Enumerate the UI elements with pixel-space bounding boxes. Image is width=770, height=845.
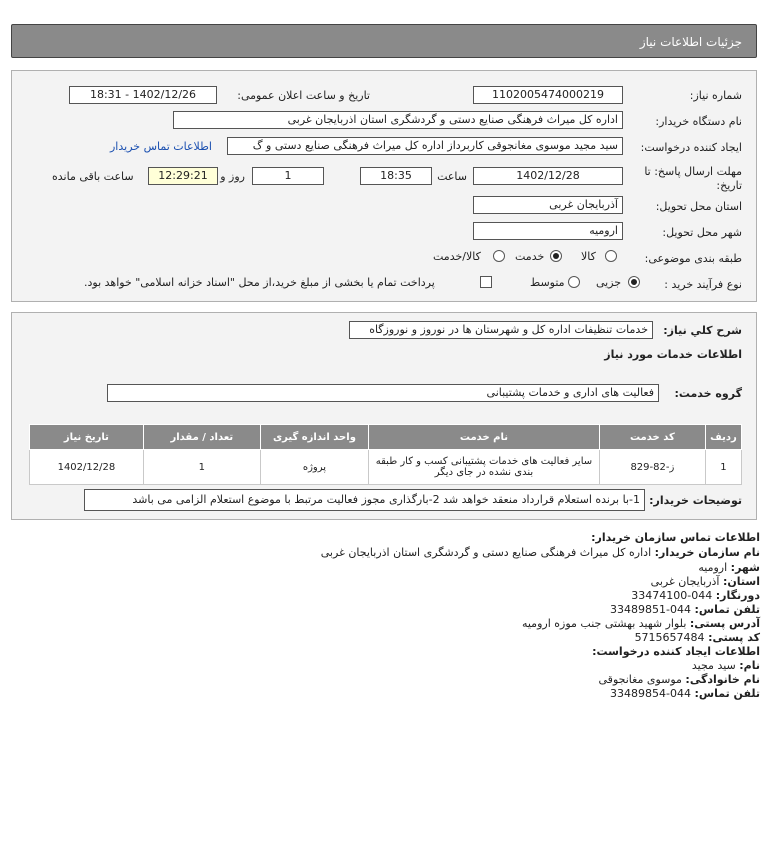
cell-row: 1 <box>705 450 741 485</box>
city-label: شهر محل تحویل: <box>662 226 742 239</box>
contact-address: آدرس پستی: بلوار شهید بهشتی جنب موزه ارومیه <box>521 617 760 630</box>
process-radio-medium[interactable] <box>568 276 580 288</box>
category-option-service: خدمت <box>515 250 545 263</box>
announce-label: تاریخ و ساعت اعلان عمومی: <box>237 89 370 102</box>
deadline-time-label: ساعت <box>437 170 467 183</box>
table-row[interactable] <box>30 450 742 485</box>
process-option-medium: متوسط <box>530 276 565 289</box>
col-quantity: تعداد / مقدار <box>143 425 260 450</box>
city-field[interactable]: ارومیه <box>473 222 623 240</box>
need-details-panel <box>11 70 757 302</box>
services-table <box>29 424 742 485</box>
cell-quantity: 1 <box>143 450 260 485</box>
col-row: ردیف <box>705 425 741 450</box>
group-field[interactable]: فعالیت های اداری و خدمات پشتیبانی <box>107 384 659 402</box>
days-field[interactable]: 1 <box>252 167 324 185</box>
summary-field[interactable]: خدمات تنظیفات اداره کل و شهرستان ها در نوروز و نوروزگاه <box>349 321 653 339</box>
contact-province: استان: آذربایجان غربی <box>650 575 760 588</box>
province-label: استان محل تحویل: <box>655 200 742 213</box>
group-label: گروه خدمت: <box>674 387 742 400</box>
remaining-time-label: ساعت باقی مانده <box>52 170 134 183</box>
category-radio-goods[interactable] <box>605 250 617 262</box>
cell-service-name: سایر فعالیت های خدمات پشتیبانی کسب و کار طبقه بندی نشده در جای دیگر <box>369 450 600 485</box>
deadline-date-field[interactable]: 1402/12/28 <box>473 167 623 185</box>
creator-name: نام: سید مجید <box>691 659 760 672</box>
cell-service-code: ز-82-829 <box>599 450 705 485</box>
announce-field[interactable]: 1402/12/26 - 18:31 <box>69 86 217 104</box>
payment-note: پرداخت تمام یا بخشی از مبلغ خرید،از محل "اسناد خزانه اسلامی" خواهد بود. <box>84 276 435 289</box>
deadline-label-1: مهلت ارسال پاسخ: تا <box>644 165 742 178</box>
buyer-contact-link[interactable]: اطلاعات تماس خریدار <box>110 140 212 153</box>
creator-family: نام خانوادگی: موسوی مغانجوقی <box>598 673 760 686</box>
contact-city: شهر: ارومیه <box>698 561 760 574</box>
notes-label: توضیحات خریدار: <box>649 494 742 507</box>
buyer-org-field[interactable]: اداره کل میراث فرهنگی صنایع دستی و گردشگری استان اذربایجان غربی <box>173 111 623 129</box>
process-option-minor: جزیی <box>596 276 622 289</box>
contact-postal: کد پستی: 5715657484 <box>634 631 760 644</box>
contact-org: نام سازمان خریدار: اداره کل میراث فرهنگی صنایع دستی و گردشگری استان اذربایجان غربی <box>320 546 760 559</box>
notes-field: 1-با برنده استعلام قرارداد منعقد خواهد شد 2-بارگذاری مجوز فعالیت مرتبط با موضوع استعلام الزامی می باشد <box>84 489 645 511</box>
col-unit: واحد اندازه گیری <box>260 425 368 450</box>
province-field[interactable]: آذربایجان غربی <box>473 196 623 214</box>
process-label: نوع فرآیند خرید : <box>664 278 742 291</box>
page-header <box>11 24 757 58</box>
need-number-label: شماره نیاز: <box>689 89 742 102</box>
buyer-org-label: نام دستگاه خریدار: <box>655 115 742 128</box>
category-label: طبقه بندی موضوعی: <box>644 252 742 265</box>
creator-info-title: اطلاعات ایجاد کننده درخواست: <box>592 645 760 658</box>
deadline-time-field[interactable]: 18:35 <box>360 167 432 185</box>
col-service-code: کد خدمت <box>599 425 705 450</box>
category-radio-goods-service[interactable] <box>493 250 505 262</box>
page-title: جزئیات اطلاعات نیاز <box>639 35 742 49</box>
table-header-row <box>30 425 742 450</box>
cell-need-date: 1402/12/28 <box>30 450 144 485</box>
services-title: اطلاعات خدمات مورد نياز <box>604 348 742 361</box>
cell-unit: پروژه <box>260 450 368 485</box>
category-option-goods-service: کالا/خدمت <box>433 250 481 263</box>
creator-label: ایجاد کننده درخواست: <box>640 141 742 154</box>
col-service-name: نام خدمت <box>369 425 600 450</box>
creator-field[interactable]: سید مجید موسوی مغانجوقی کاربرداز اداره کل میراث فرهنگی صنایع دستی و گ <box>227 137 623 155</box>
contact-title: اطلاعات تماس سازمان خریدار: <box>591 531 760 544</box>
contact-phone: تلفن تماس: 044-33489851 <box>610 603 760 616</box>
summary-label: شرح کلي نياز: <box>663 324 742 337</box>
process-radio-minor[interactable] <box>628 276 640 288</box>
col-need-date: تاریخ نیاز <box>30 425 144 450</box>
creator-phone: تلفن تماس: 044-33489854 <box>610 687 760 700</box>
days-label: روز و <box>220 170 245 183</box>
remaining-time-field: 12:29:21 <box>148 167 218 185</box>
category-option-goods: کالا <box>581 250 596 263</box>
treasury-payment-checkbox[interactable] <box>480 276 492 288</box>
deadline-label-2: تاریخ: <box>716 179 742 192</box>
category-radio-service[interactable] <box>550 250 562 262</box>
contact-fax: دورنگار: 044-33474100 <box>631 589 760 602</box>
need-number-field[interactable]: 1102005474000219 <box>473 86 623 104</box>
